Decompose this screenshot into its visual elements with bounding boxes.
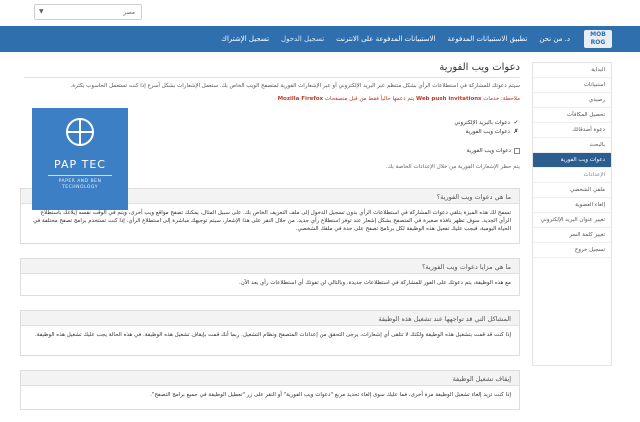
faq-panel-benefits bbox=[20, 258, 520, 296]
faq-panel-disable bbox=[20, 370, 520, 410]
site-logo[interactable]: MOB ROG bbox=[584, 30, 612, 48]
sidebar-item-change-email[interactable]: تغيير عنوان البريد الإلكتروني bbox=[533, 213, 611, 228]
sidebar-item-search[interactable]: بالبحث bbox=[533, 138, 611, 153]
blocked-hint: يتم حظر الإشعارات الفورية من خلال الإعدادات الخاصة بك. bbox=[385, 164, 520, 170]
note-firefox: Mozilla Firefox bbox=[277, 96, 324, 102]
sidebar-item-logout[interactable]: تسجيل خروج bbox=[533, 243, 611, 258]
note-prefix: ملاحظة: خدمات bbox=[483, 96, 520, 102]
sidebar-item-invite-friends[interactable]: دعوة أصدقائك bbox=[533, 123, 611, 138]
cross-icon: ✗ bbox=[513, 128, 519, 135]
nav-item-login[interactable]: تسجيل الدخول bbox=[281, 35, 325, 43]
faq-panel-title: المشاكل التي قد تواجهها عند تشغيل هذه الوظيفة bbox=[21, 311, 519, 326]
sidebar-item-cancel-membership[interactable]: إلغاء العضوية bbox=[533, 198, 611, 213]
faq-panel-problems bbox=[20, 310, 520, 356]
nav-item-about[interactable]: د. من نحن bbox=[539, 35, 570, 43]
check-icon: ✓ bbox=[513, 119, 519, 126]
page-title: دعوات ويب الفورية bbox=[439, 62, 520, 73]
web-push-checkbox[interactable] bbox=[514, 148, 520, 154]
faq-panel-body: تسمح لك هذه الميزة بتلقي دعوات المشاركة في استطلاعات الرأي بدون تسجيل الدخول إلى ملف التعريف الخاص بك. على سبيل المثال، يمكنك تصفح مواقع ويب أخرى، ويتم في الوقت نفسه إبلاغك باستطلاع الرأي الجديد. سوف تظهر نافذة صغيرة في المتصفح بشكل إشعار عند توفر استطلاع رأي جديد. من خلال النقر على هذا الإشعار، سيتم توجيهك مباشرة إلى استطلاع الرأي. إذا كنت تستخدم برامج تصفح مختلفة في الحياة اليومية، فيجب عليك تفعيل هذه الوظيفة لكل برنامج تصفح على حدة في ملفك الشخصي. bbox=[33, 210, 511, 232]
nav-menu bbox=[221, 26, 570, 52]
web-push-checkbox-row[interactable] bbox=[320, 146, 520, 155]
brand-tagline-line1: PAPER AND BEN bbox=[58, 179, 102, 184]
paptec-watermark-card bbox=[32, 108, 128, 210]
brand-tagline-line2: TECHNOLOGY bbox=[62, 185, 98, 190]
option-email-label: دعوات بالبريد الإلكتروني bbox=[454, 119, 510, 126]
sidebar-item-profile[interactable]: ملفي الشخصي bbox=[533, 183, 611, 198]
browser-note bbox=[24, 96, 520, 102]
sidebar-item-web-push[interactable]: دعوات ويب الفورية bbox=[533, 153, 611, 168]
faq-panel-title: إيقاف تشغيل الوظيفة bbox=[21, 371, 519, 386]
sidebar-item-rewards[interactable]: تحصيل المكافآت bbox=[533, 108, 611, 123]
title-divider bbox=[24, 77, 520, 78]
sidebar-section-settings: الإعدادات bbox=[533, 168, 611, 183]
faq-panel-body: مع هذه الوظيفة، يتم دعوتك على الفور للمشاركة في استطلاعات جديدة. وبالتالي لن تفوتك أي استطلاعات رأي بعد الآن. bbox=[238, 280, 511, 286]
faq-panel-body: إذا كنت قد قمت بتشغيل هذه الوظيفة ولكنك لا تتلقى أي إشعارات، يرجى التحقق من إعدادات المتصفح ونظام التشغيل. ربما أنك قمت بإيقاف تشغيل هذه الوظيفة. في هذه الحالة يجب عليك تشغيل هذه الوظيفة. bbox=[35, 332, 511, 338]
brand-tagline bbox=[32, 179, 128, 191]
globe-icon bbox=[66, 118, 94, 146]
sidebar-item-balance[interactable]: رصيدي bbox=[533, 93, 611, 108]
brand-divider bbox=[48, 175, 112, 176]
country-select-value: مصر bbox=[123, 9, 135, 16]
option-web-push-label: دعوات ويب الفورية bbox=[465, 128, 510, 135]
faq-panel-body: إذا كنت تريد إلغاء تشغيل الوظيفة مرة أخرى، فما عليك سوى إلغاء تحديد مربع "دعوات ويب الفورية" أو النقر على زر "تعطيل الوظيفة في جميع برامج التصفح". bbox=[150, 392, 511, 398]
note-middle: يتم دعمها حالياً فقط من قبل متصفحات bbox=[324, 96, 415, 102]
nav-item-register[interactable]: تسجيل الإشتراك bbox=[221, 35, 270, 43]
web-push-checkbox-label: دعوات ويب الفورية bbox=[466, 147, 511, 154]
faq-panel-title: ما هي دعوات ويب الفورية؟ bbox=[21, 189, 519, 204]
nav-item-paid-surveys-app[interactable]: تطبيق الاستبيانات المدفوعة bbox=[447, 35, 528, 43]
sidebar-item-change-password[interactable]: تغيير كلمة السر bbox=[533, 228, 611, 243]
nav-item-paid-surveys-online[interactable]: الاستبيانات المدفوعة على الانترنت bbox=[336, 35, 436, 43]
invitation-options bbox=[320, 118, 520, 155]
option-web-push[interactable] bbox=[320, 127, 520, 136]
sidebar bbox=[532, 62, 612, 366]
faq-panel-title: ما هي مزايا دعوات ويب الفورية؟ bbox=[21, 259, 519, 274]
option-email[interactable] bbox=[320, 118, 520, 127]
sidebar-item-surveys[interactable]: استبيانات bbox=[533, 78, 611, 93]
note-web-push: Web push invitations bbox=[415, 96, 482, 102]
chevron-down-icon: ▼ bbox=[39, 8, 44, 15]
country-select[interactable] bbox=[34, 4, 142, 20]
intro-text: سيتم دعوتك للمشاركة في استطلاعات الرأي بشكل منتظم عبر البريد الإلكتروني أو عبر الإشعارات الفورية لمتصفح الويب الخاص بك. ستعمل الإشعارات بشكل أسرع إذا كنت تستعمل الحاسوب بكثرة. bbox=[70, 83, 520, 89]
top-bar bbox=[0, 0, 640, 26]
sidebar-item-home[interactable]: البداية bbox=[533, 63, 611, 78]
brand-name: PAP TEC bbox=[54, 158, 106, 171]
